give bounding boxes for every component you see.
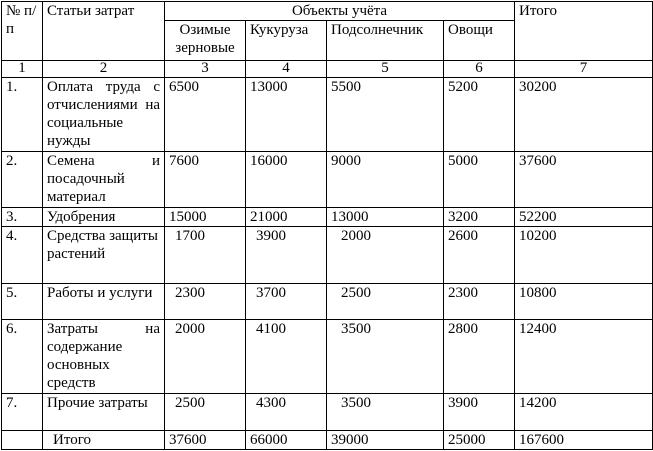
cell-sunflower: 2000 <box>327 227 444 283</box>
cost-table <box>1 1 653 450</box>
cell-total: 10800 <box>515 283 653 319</box>
table-row <box>2 208 653 227</box>
cell-winter-grain: 7600 <box>165 152 246 208</box>
cell-winter-grain: 1700 <box>165 227 246 283</box>
cell-sunflower: 9000 <box>327 152 444 208</box>
table-row <box>2 78 653 152</box>
col-number: 6 <box>444 61 515 78</box>
total-sunflower: 39000 <box>327 430 444 449</box>
row-item: Средства защиты растений <box>43 227 165 283</box>
total-winter-grain: 37600 <box>165 430 246 449</box>
cell-corn: 3700 <box>246 283 327 319</box>
cell-total: 12400 <box>515 319 653 393</box>
row-num: 5. <box>2 283 43 319</box>
header-objects: Объекты учёта <box>165 2 515 21</box>
cell-winter-grain: 2000 <box>165 319 246 393</box>
header-total: Итого <box>515 2 653 61</box>
row-num <box>2 430 43 449</box>
header-num: № п/п <box>2 2 43 61</box>
row-num: 1. <box>2 78 43 152</box>
cell-corn: 4100 <box>246 319 327 393</box>
cell-winter-grain: 6500 <box>165 78 246 152</box>
row-num: 3. <box>2 208 43 227</box>
cell-vegetables: 2600 <box>444 227 515 283</box>
row-item: Семена и посадочный материал <box>43 152 165 208</box>
row-item: Работы и услуги <box>43 283 165 319</box>
header-items: Статьи затрат <box>43 2 165 61</box>
table-row <box>2 283 653 319</box>
header-vegetables: Овощи <box>444 21 515 61</box>
total-grand: 167600 <box>515 430 653 449</box>
row-item: Затраты на содержание основных средств <box>43 319 165 393</box>
cell-corn: 4300 <box>246 393 327 430</box>
cell-corn: 3900 <box>246 227 327 283</box>
cell-sunflower: 13000 <box>327 208 444 227</box>
cell-winter-grain: 15000 <box>165 208 246 227</box>
cell-total: 37600 <box>515 152 653 208</box>
total-corn: 66000 <box>246 430 327 449</box>
header-sunflower: Подсолнечник <box>327 21 444 61</box>
row-num: 6. <box>2 319 43 393</box>
cell-sunflower: 3500 <box>327 393 444 430</box>
cell-vegetables: 5200 <box>444 78 515 152</box>
cell-total: 14200 <box>515 393 653 430</box>
cell-vegetables: 2300 <box>444 283 515 319</box>
cell-vegetables: 3900 <box>444 393 515 430</box>
row-item: Удобрения <box>43 208 165 227</box>
row-num: 2. <box>2 152 43 208</box>
total-row <box>2 430 653 449</box>
cell-sunflower: 3500 <box>327 319 444 393</box>
cell-corn: 16000 <box>246 152 327 208</box>
cell-vegetables: 5000 <box>444 152 515 208</box>
cell-vegetables: 2800 <box>444 319 515 393</box>
col-number: 4 <box>246 61 327 78</box>
col-number: 5 <box>327 61 444 78</box>
cell-sunflower: 5500 <box>327 78 444 152</box>
row-item: Оплата труда с отчислениями на социальные нужды <box>43 78 165 152</box>
cell-vegetables: 3200 <box>444 208 515 227</box>
total-vegetables: 25000 <box>444 430 515 449</box>
row-num: 4. <box>2 227 43 283</box>
row-num: 7. <box>2 393 43 430</box>
row-item: Прочие затраты <box>43 393 165 430</box>
cell-total: 10200 <box>515 227 653 283</box>
table-row <box>2 152 653 208</box>
table-row <box>2 319 653 393</box>
header-winter-grain: Озимые зерновые <box>165 21 246 61</box>
cell-winter-grain: 2500 <box>165 393 246 430</box>
total-label: Итого <box>43 430 165 449</box>
col-number: 7 <box>515 61 653 78</box>
cell-sunflower: 2500 <box>327 283 444 319</box>
cell-corn: 21000 <box>246 208 327 227</box>
col-number: 2 <box>43 61 165 78</box>
cell-total: 30200 <box>515 78 653 152</box>
cell-winter-grain: 2300 <box>165 283 246 319</box>
header-corn: Кукуруза <box>246 21 327 61</box>
cell-total: 52200 <box>515 208 653 227</box>
table-row <box>2 393 653 430</box>
cell-corn: 13000 <box>246 78 327 152</box>
col-number: 3 <box>165 61 246 78</box>
table-row <box>2 227 653 283</box>
col-number: 1 <box>2 61 43 78</box>
